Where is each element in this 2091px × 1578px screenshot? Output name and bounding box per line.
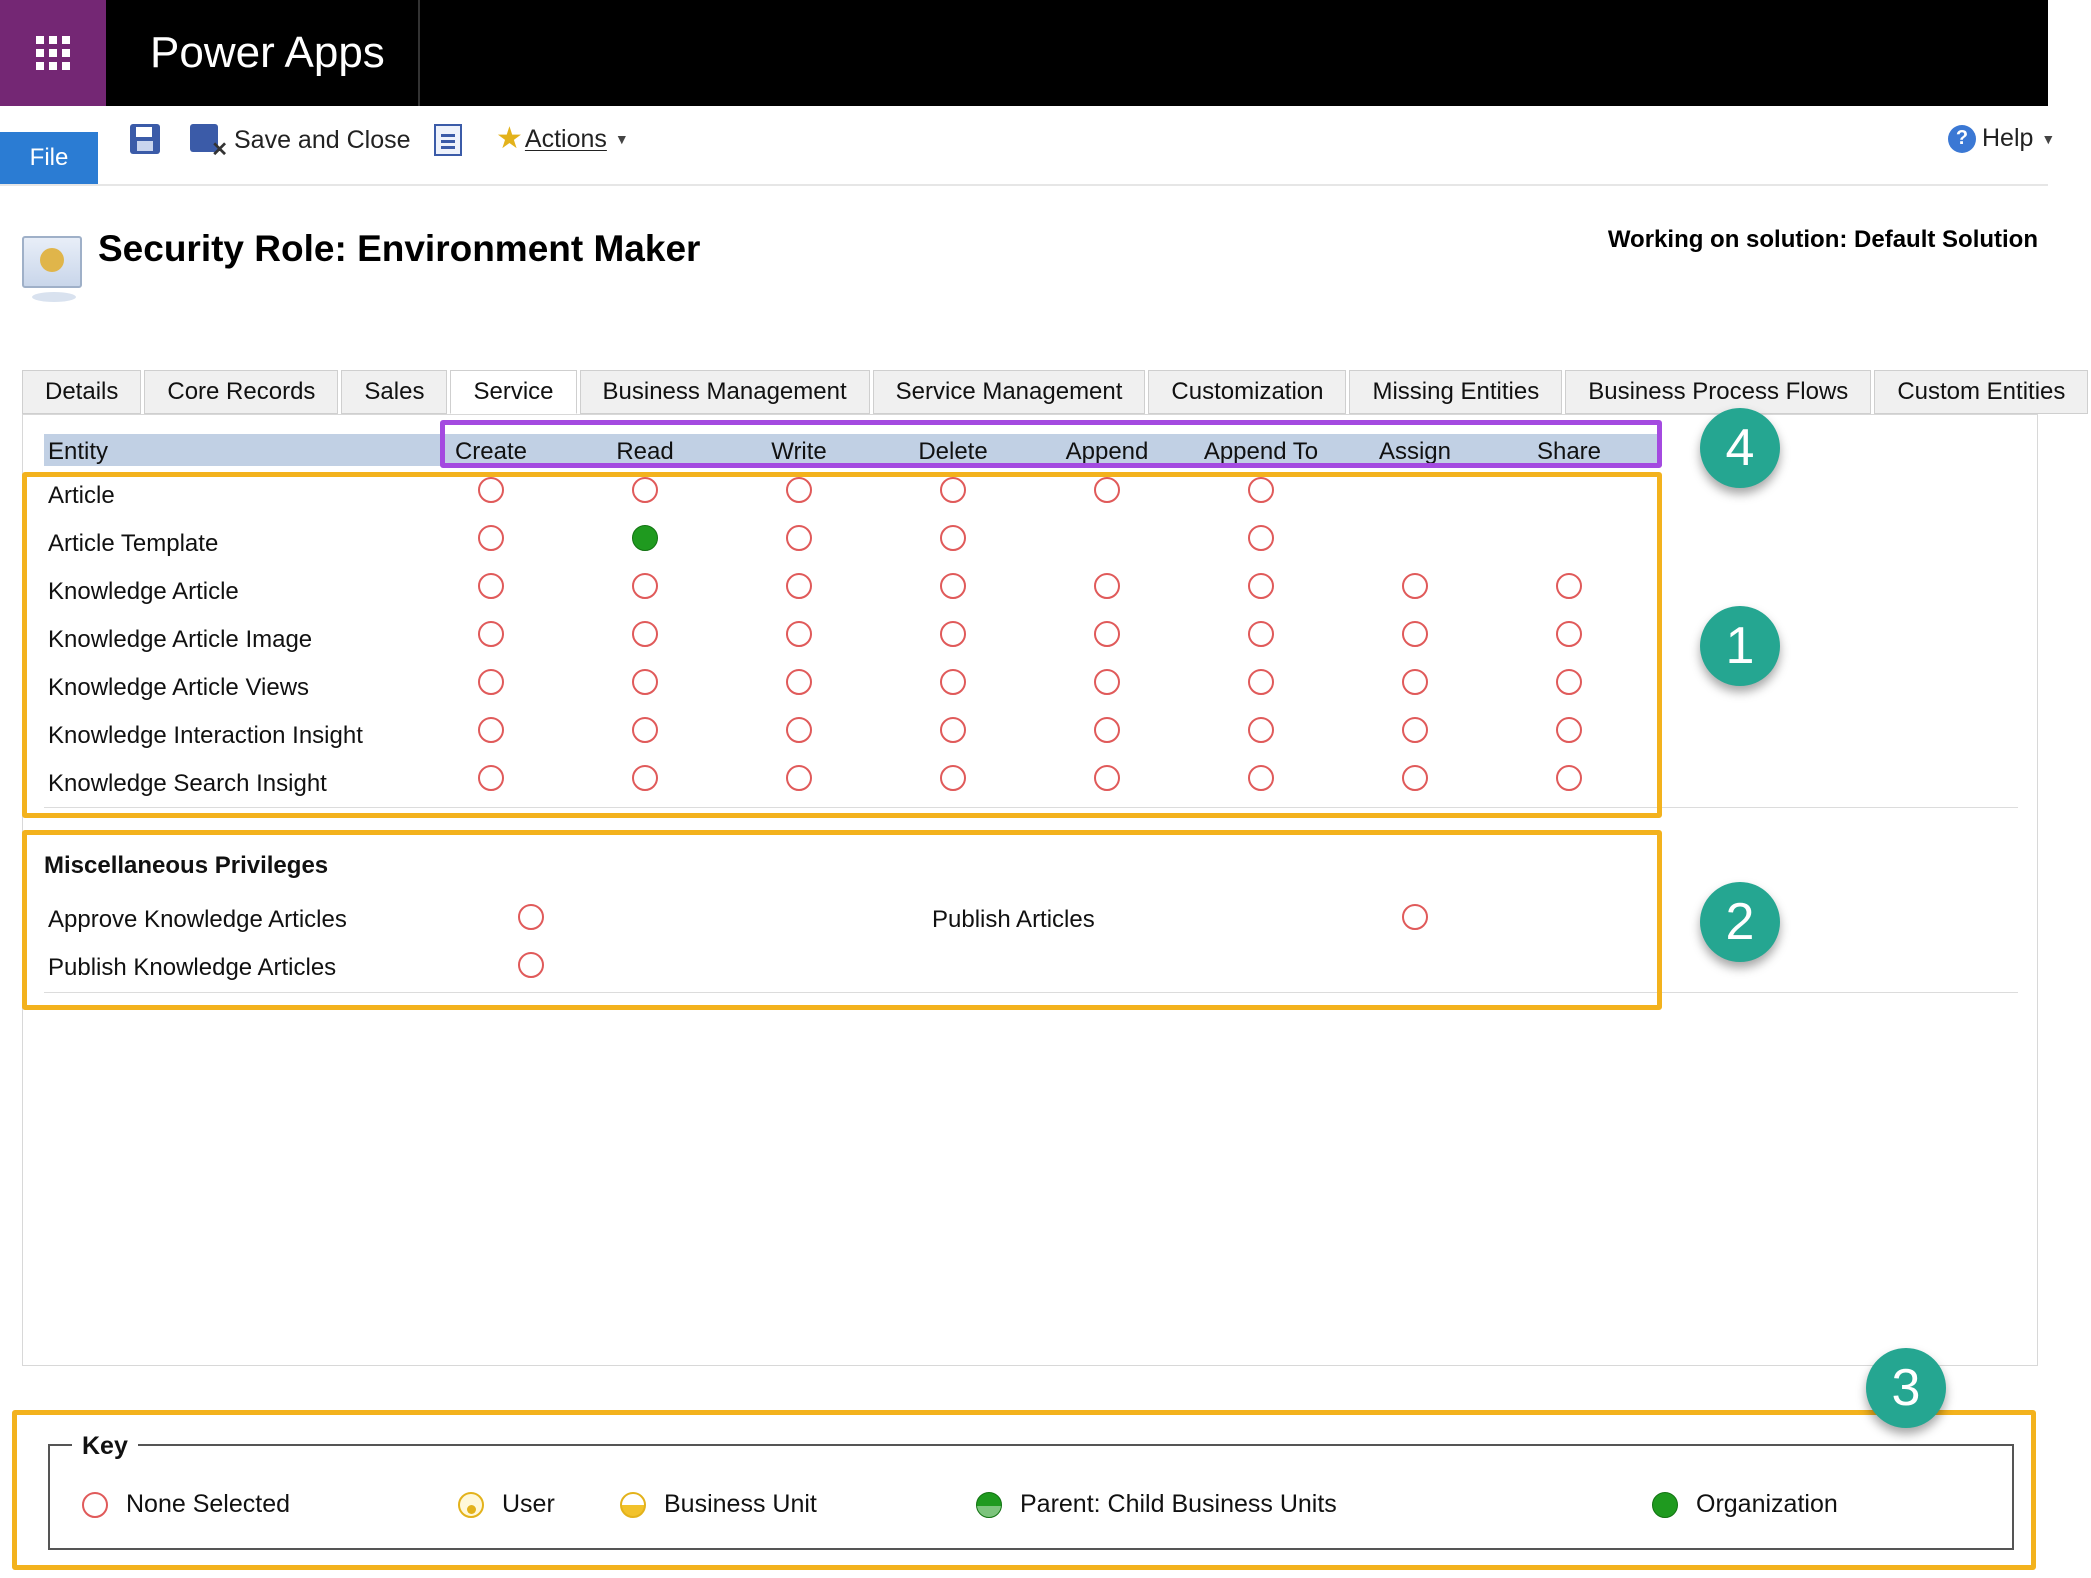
file-button[interactable]: File [0, 132, 98, 184]
tab-customization[interactable]: Customization [1148, 370, 1346, 414]
tab-custom-entities[interactable]: Custom Entities [1874, 370, 2088, 414]
tab-strip [22, 370, 2091, 414]
key-title: Key [72, 1432, 138, 1461]
misc-label-publish-knowledge: Publish Knowledge Articles [48, 954, 337, 981]
tab-missing-entities[interactable]: Missing Entities [1349, 370, 1562, 414]
save-button[interactable] [130, 124, 160, 154]
star-icon: ★ [496, 122, 523, 155]
solution-label: Working on solution: Default Solution [1607, 226, 2038, 253]
save-close-icon: ✕ [190, 124, 224, 156]
key-label: None Selected [126, 1490, 291, 1518]
tab-business-management[interactable]: Business Management [580, 370, 870, 414]
waffle-icon [36, 36, 70, 70]
misc-label-approve: Approve Knowledge Articles [48, 906, 347, 933]
tab-service[interactable]: Service [450, 370, 576, 414]
tab-sales[interactable]: Sales [341, 370, 447, 414]
column-header-write: Write [771, 438, 827, 465]
tab-business-process-flows[interactable]: Business Process Flows [1565, 370, 1871, 414]
annotation-badge-2: 2 [1700, 882, 1780, 962]
column-header-append: Append [1065, 438, 1149, 465]
column-header-append-to: Append To [1203, 438, 1319, 465]
annotation-badge-4: 4 [1700, 408, 1780, 488]
annotation-box-1 [22, 472, 1662, 818]
tab-core-records[interactable]: Core Records [144, 370, 338, 414]
security-role-icon [22, 236, 82, 288]
column-header-read: Read [616, 438, 674, 465]
entity-row-label: Knowledge Search Insight [48, 770, 327, 797]
help-label: Help [1982, 124, 2034, 152]
divider [418, 0, 420, 106]
entity-row-label: Knowledge Article Image [48, 626, 313, 653]
key-label: User [502, 1490, 555, 1518]
annotation-box-2 [22, 830, 1662, 1010]
chevron-down-icon: ▼ [614, 131, 629, 147]
annotation-box-3 [12, 1410, 2036, 1570]
entity-row-label: Knowledge Article [48, 578, 239, 605]
chevron-down-icon: ▼ [2041, 130, 2056, 147]
column-header-delete: Delete [918, 438, 988, 465]
top-bar [0, 0, 2048, 106]
page-title: Security Role: Environment Maker [98, 228, 701, 269]
form-properties-button[interactable] [434, 124, 462, 156]
actions-label: Actions [524, 124, 607, 153]
help-icon: ? [1948, 125, 1976, 153]
entity-row-label: Knowledge Interaction Insight [48, 722, 363, 749]
save-and-close-label: Save and Close [234, 125, 411, 154]
entity-row-label: Knowledge Article Views [48, 674, 310, 701]
app-title[interactable]: Power Apps [150, 28, 385, 77]
column-header-share: Share [1536, 438, 1602, 465]
tab-details[interactable]: Details [22, 370, 141, 414]
actions-menu[interactable] [496, 124, 629, 154]
column-header-assign: Assign [1378, 438, 1452, 465]
key-label: Parent: Child Business Units [1020, 1490, 1337, 1518]
command-bar [0, 106, 2056, 186]
key-label: Organization [1696, 1490, 1838, 1518]
annotation-badge-3: 3 [1866, 1348, 1946, 1428]
annotation-badge-1: 1 [1700, 606, 1780, 686]
misc-privileges-title: Miscellaneous Privileges [44, 852, 329, 879]
column-header-create: Create [454, 438, 528, 465]
misc-label-publish-articles: Publish Articles [932, 906, 1095, 933]
entity-row-label: Article Template [48, 530, 219, 557]
help-menu[interactable] [1948, 124, 2055, 153]
entity-column-header: Entity [48, 438, 109, 465]
annotation-box-4 [440, 420, 1662, 468]
save-icon [130, 124, 160, 154]
save-and-close-button[interactable] [190, 124, 411, 161]
app-launcher-button[interactable] [0, 0, 106, 106]
tab-service-management[interactable]: Service Management [873, 370, 1146, 414]
entity-row-label: Article [48, 482, 115, 509]
document-icon [434, 124, 462, 156]
key-label: Business Unit [664, 1490, 817, 1518]
